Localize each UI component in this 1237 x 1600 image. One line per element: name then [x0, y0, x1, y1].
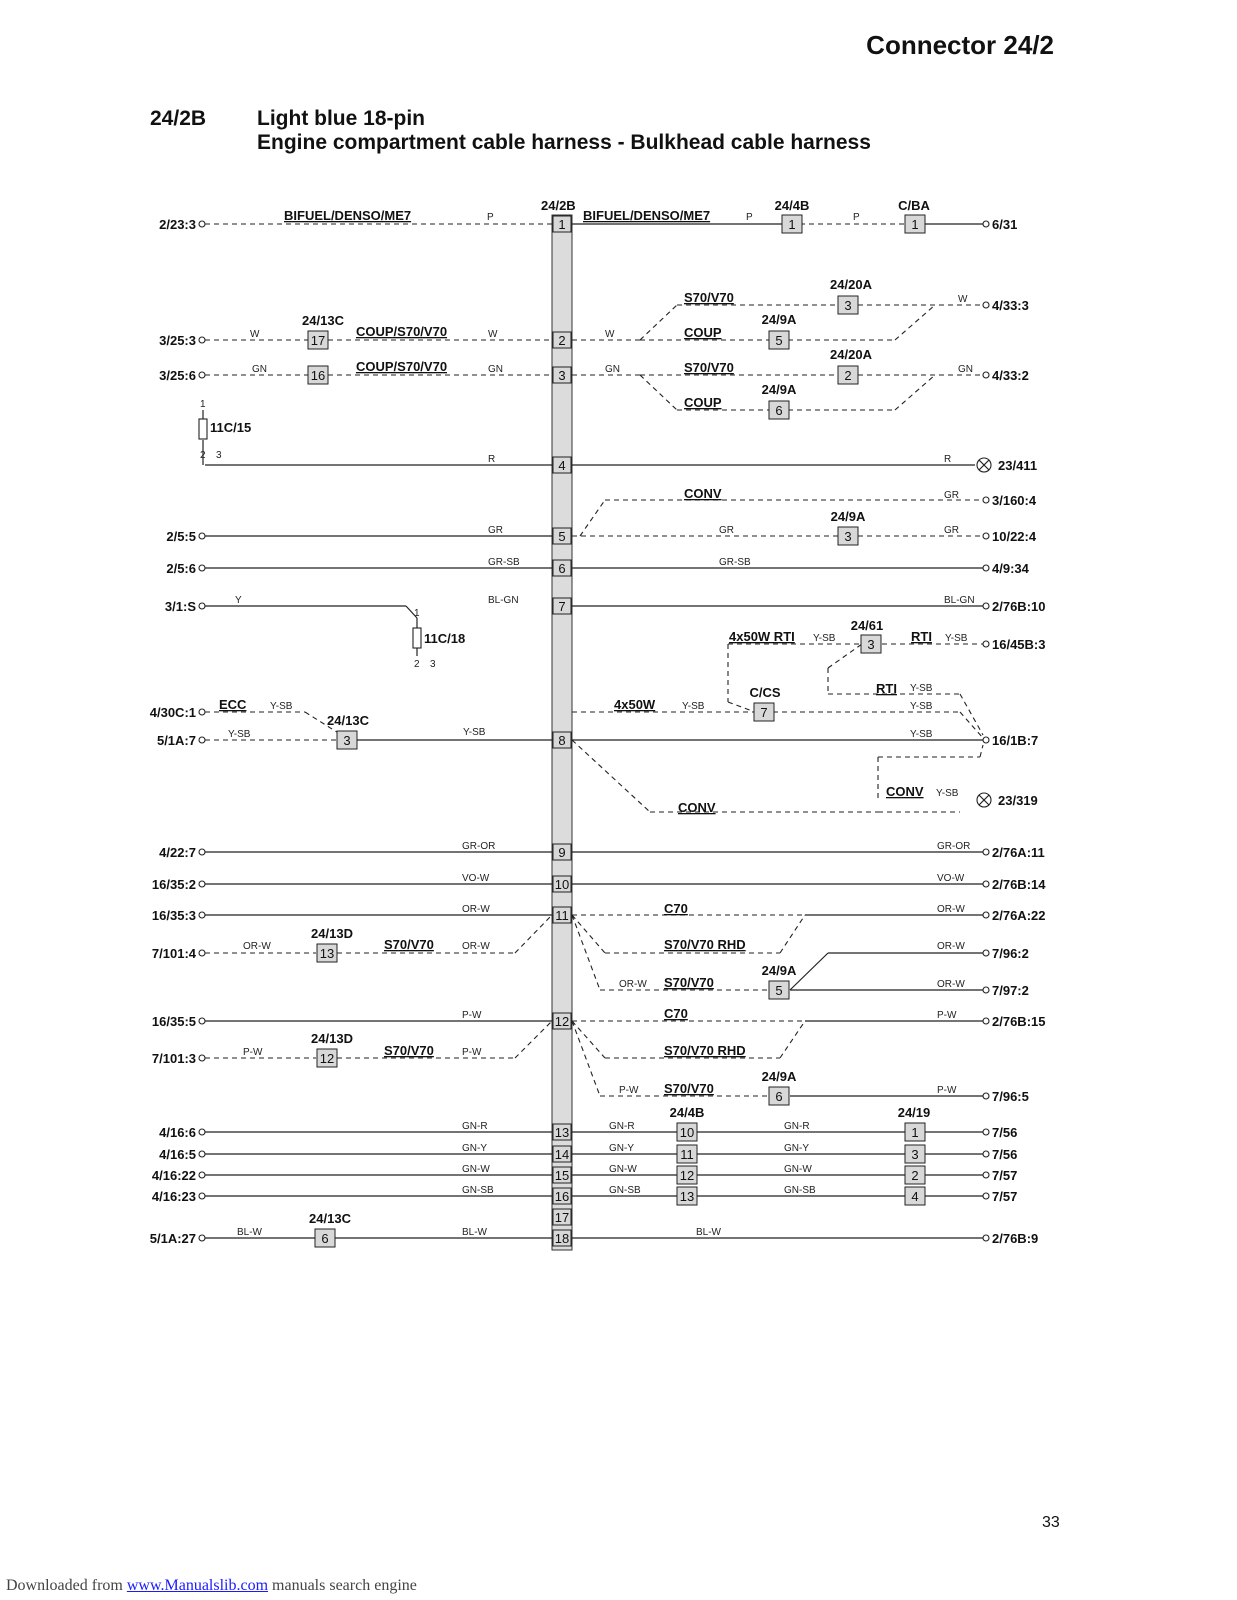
connector-pin-number: 8	[558, 733, 566, 748]
wire-color-code: Y-SB	[910, 701, 933, 712]
right-terminal	[983, 1018, 989, 1024]
fuse-pin-number: 3	[216, 450, 222, 461]
wire-color-code: OR-W	[243, 941, 271, 952]
connector-pin-number: 10	[554, 877, 570, 892]
right-connection-label: 4/9:34	[992, 561, 1029, 576]
wire-color-code: GN-Y	[609, 1143, 634, 1154]
right-connection-label: 4/33:2	[992, 368, 1029, 383]
left-terminal	[199, 737, 205, 743]
connector-pin-number: 7	[558, 599, 566, 614]
component-pin-number: 3	[911, 1147, 919, 1162]
component-reference: 24/13C	[302, 313, 344, 328]
component-pin-number: 13	[319, 946, 335, 961]
dashed-wire	[895, 375, 935, 410]
fuse-pin-number: 1	[414, 608, 420, 619]
component-reference: 24/13C	[309, 1211, 351, 1226]
connector-subtitle: Engine compartment cable harness - Bulkhead cable harness	[257, 131, 871, 154]
component-reference: 24/9A	[761, 1069, 797, 1084]
right-connection-label: 7/56	[992, 1125, 1018, 1140]
right-terminal	[983, 1193, 989, 1199]
wire-color-code: GN-W	[784, 1164, 812, 1175]
dashed-wire	[780, 1021, 805, 1058]
left-connection-label: 3/25:3	[159, 333, 196, 348]
right-terminal	[983, 881, 989, 887]
wire-color-code: R	[488, 454, 496, 465]
wire-color-code: Y-SB	[945, 633, 968, 644]
left-terminal	[199, 603, 205, 609]
wire-color-code: Y-SB	[910, 683, 933, 694]
diagram-labels	[150, 198, 1046, 1246]
dashed-wire	[640, 305, 677, 340]
left-terminal	[199, 1055, 205, 1061]
component-reference: 24/13D	[311, 926, 353, 941]
component-pin-number: 5	[775, 983, 783, 998]
wire-color-code: BL-W	[237, 1227, 262, 1238]
left-connection-label: 16/35:2	[151, 877, 196, 892]
wire-color-code: W	[250, 329, 260, 340]
wire-color-code: GN-Y	[784, 1143, 809, 1154]
component-reference: 24/20A	[830, 347, 872, 362]
right-terminal	[983, 565, 989, 571]
variant-label: CONV	[886, 784, 924, 799]
left-connection-label: 5/1A:7	[156, 733, 196, 748]
wire-color-code: GR	[719, 525, 734, 536]
right-terminal	[983, 1151, 989, 1157]
variant-label: BIFUEL/DENSO/ME7	[583, 208, 711, 223]
component-reference: C/CS	[749, 685, 781, 700]
left-connection-label: 2/5:5	[166, 529, 196, 544]
left-terminal	[199, 1129, 205, 1135]
wire-color-code: P-W	[243, 1047, 263, 1058]
right-connection-label: 7/56	[992, 1147, 1018, 1162]
wire-color-code: OR-W	[619, 979, 647, 990]
wire-color-code: GN-W	[609, 1164, 637, 1175]
footer	[6, 1577, 417, 1595]
left-terminal	[199, 881, 205, 887]
left-terminal	[199, 912, 205, 918]
left-terminal	[199, 221, 205, 227]
right-connection-label: 7/96:2	[992, 946, 1029, 961]
right-terminal	[983, 302, 989, 308]
right-connection-label: 2/76B:10	[992, 599, 1046, 614]
component-reference: 24/13C	[327, 713, 369, 728]
connector-pin-number: 14	[554, 1147, 570, 1162]
right-terminal	[983, 950, 989, 956]
right-terminal	[983, 1235, 989, 1241]
wire-color-code: OR-W	[937, 904, 965, 915]
wire-color-code: P	[746, 212, 753, 223]
wire-color-code: GN	[252, 364, 267, 375]
variant-label: BIFUEL/DENSO/ME7	[284, 208, 412, 223]
fuse-pin-number: 2	[414, 659, 420, 670]
variant-label: COUP	[684, 395, 722, 410]
wire-color-code: BL-W	[462, 1227, 487, 1238]
right-connection-label: 3/160:4	[992, 493, 1037, 508]
wire-color-code: GN-SB	[609, 1185, 641, 1196]
right-terminal	[983, 912, 989, 918]
connector-title: Light blue 18-pin	[257, 107, 425, 130]
connector-pin-number: 5	[558, 529, 566, 544]
wire-color-code: GN-SB	[462, 1185, 494, 1196]
right-terminal	[983, 1129, 989, 1135]
wire-color-code: P-W	[937, 1085, 957, 1096]
page-header: Connector 24/2	[866, 30, 1054, 60]
right-connection-label: 7/57	[992, 1189, 1018, 1204]
dashed-wire	[580, 500, 605, 536]
component-pin-number: 2	[844, 368, 852, 383]
right-terminal	[983, 737, 989, 743]
component-reference: 24/20A	[830, 277, 872, 292]
left-terminal	[199, 337, 205, 343]
dashed-wire	[572, 915, 600, 990]
right-terminal	[983, 641, 989, 647]
right-terminal	[983, 987, 989, 993]
variant-label: COUP	[684, 325, 722, 340]
wire-color-code: OR-W	[462, 941, 490, 952]
wire-color-code: VO-W	[462, 873, 490, 884]
connector-pin-number: 2	[558, 333, 566, 348]
fuse-pin-number: 1	[200, 399, 206, 410]
page-number: 33	[1042, 1514, 1060, 1531]
component-pin-number: 16	[310, 368, 326, 383]
left-terminal	[199, 533, 205, 539]
wire-color-code: R	[944, 454, 952, 465]
fuse-11c-15	[199, 419, 207, 439]
variant-label: S70/V70	[684, 360, 734, 375]
wire-color-code: OR-W	[462, 904, 490, 915]
variant-label: S70/V70	[684, 290, 734, 305]
right-terminal	[983, 221, 989, 227]
component-pin-number: 12	[679, 1168, 695, 1183]
dashed-wire	[515, 915, 552, 953]
dashed-wire	[515, 1021, 552, 1058]
variant-label: S70/V70	[384, 937, 434, 952]
wire-color-code: GR-OR	[462, 841, 496, 852]
right-connection-label: 16/45B:3	[992, 637, 1046, 652]
wire-color-code: Y-SB	[270, 701, 293, 712]
wire-color-code: GR	[944, 490, 959, 501]
dashed-wire	[960, 712, 983, 738]
left-connection-label: 16/35:5	[151, 1014, 196, 1029]
dashed-wire	[728, 702, 755, 712]
left-connection-label: 2/23:3	[159, 217, 196, 232]
right-connection-label: 23/411	[998, 458, 1038, 473]
right-connection-label: 10/22:4	[992, 529, 1037, 544]
component-pin-number: 13	[679, 1189, 695, 1204]
wire-color-code: GN-SB	[784, 1185, 816, 1196]
right-terminal	[983, 1172, 989, 1178]
footer-suffix: manuals search engine	[268, 1577, 417, 1594]
wire-color-code: BL-W	[696, 1227, 721, 1238]
wire-color-code: GN-R	[609, 1121, 635, 1132]
right-connection-label: 4/33:3	[992, 298, 1029, 313]
dashed-wire	[572, 1021, 605, 1058]
left-terminal	[199, 565, 205, 571]
component-reference: 24/9A	[761, 312, 797, 327]
component-reference: 24/9A	[761, 963, 797, 978]
dashed-wire	[572, 915, 605, 953]
dashed-wire	[980, 745, 983, 757]
component-pin-number: 11	[680, 1147, 694, 1162]
left-terminal	[199, 849, 205, 855]
component-pin-number: 1	[911, 217, 919, 232]
left-connection-label: 3/25:6	[159, 368, 196, 383]
component-pin-number: 10	[679, 1125, 695, 1140]
wire-color-code: GN-W	[462, 1164, 490, 1175]
connector-pin-number: 1	[558, 217, 566, 232]
connector-pin-number: 9	[558, 845, 566, 860]
variant-label: S70/V70	[384, 1043, 434, 1058]
wire-color-code: Y-SB	[813, 633, 836, 644]
connector-pin-number: 6	[558, 561, 566, 576]
variant-label: COUP/S70/V70	[356, 324, 448, 339]
dashed-wire	[895, 305, 935, 340]
connector-bar-label: 24/2B	[541, 198, 576, 213]
left-terminal	[199, 1172, 205, 1178]
component-pin-number: 3	[867, 637, 875, 652]
wire-color-code: BL-GN	[488, 595, 519, 606]
right-terminal	[983, 1093, 989, 1099]
wire-color-code: Y-SB	[228, 729, 251, 740]
left-connection-label: 3/1:S	[164, 599, 196, 614]
left-terminal	[199, 372, 205, 378]
left-connection-label: 4/16:5	[159, 1147, 196, 1162]
component-reference: 24/4B	[774, 198, 810, 213]
manualslib-link[interactable]: www.Manualslib.com	[126, 1577, 269, 1594]
component-reference: 11C/18	[424, 631, 466, 646]
component-pin-number: 5	[775, 333, 783, 348]
variant-label: S70/V70 RHD	[664, 937, 746, 952]
wire-color-code: GN-R	[462, 1121, 488, 1132]
wire-color-code: P	[487, 212, 494, 223]
right-connection-label: 7/57	[992, 1168, 1018, 1183]
dashed-wire	[640, 375, 677, 410]
right-terminal	[983, 533, 989, 539]
component-reference: 24/19	[897, 1105, 931, 1120]
wire-color-code: P	[853, 212, 860, 223]
component-pin-number: 17	[310, 333, 326, 348]
wire-color-code: Y-SB	[682, 701, 705, 712]
component-pin-number: 1	[911, 1125, 919, 1140]
variant-label: ECC	[219, 697, 247, 712]
fuse-11c-18	[413, 628, 421, 648]
dashed-wire	[780, 915, 805, 953]
dashed-wire	[572, 1021, 600, 1096]
wire-color-code: GN-Y	[462, 1143, 487, 1154]
right-terminal	[983, 372, 989, 378]
left-connection-label: 4/16:22	[151, 1168, 196, 1183]
component-pin-number: 6	[775, 1089, 783, 1104]
component-reference: 24/4B	[669, 1105, 705, 1120]
variant-label: COUP/S70/V70	[356, 359, 448, 374]
wire-color-code: W	[488, 329, 498, 340]
footer-prefix: Downloaded from	[6, 1577, 127, 1594]
right-connection-label: 6/31	[992, 217, 1018, 232]
connector-pin-number: 3	[558, 368, 566, 383]
connector-pin-number: 12	[554, 1014, 570, 1029]
connector-pin-number: 15	[554, 1168, 570, 1183]
variant-label: S70/V70 RHD	[664, 1043, 746, 1058]
variant-label: CONV	[684, 486, 722, 501]
left-terminal	[199, 1018, 205, 1024]
left-connection-label: 4/16:6	[159, 1125, 196, 1140]
left-terminal	[199, 1193, 205, 1199]
left-terminal	[199, 1151, 205, 1157]
component-pin-number: 4	[911, 1189, 919, 1204]
wire-color-code: OR-W	[937, 979, 965, 990]
right-terminal	[983, 849, 989, 855]
wire-color-code: VO-W	[937, 873, 965, 884]
wire-color-code: Y	[235, 595, 242, 606]
right-connection-label: 2/76B:15	[992, 1014, 1046, 1029]
right-connection-label: 23/319	[998, 793, 1038, 808]
dashed-wire	[960, 694, 983, 735]
left-terminal	[199, 709, 205, 715]
wire-color-code: GN-R	[784, 1121, 810, 1132]
wire-color-code: GN	[488, 364, 503, 375]
left-connection-label: 7/101:3	[151, 1051, 196, 1066]
right-connection-label: 2/76A:11	[992, 845, 1045, 860]
left-terminal	[199, 950, 205, 956]
variant-label: RTI	[876, 681, 897, 696]
wire-color-code: GN	[605, 364, 620, 375]
component-pin-number: 3	[343, 733, 351, 748]
left-connection-label: 5/1A:27	[149, 1231, 196, 1246]
wire-color-code: W	[605, 329, 615, 340]
variant-label: C70	[664, 901, 688, 916]
component-reference: C/BA	[898, 198, 930, 213]
connector-pin-number: 16	[554, 1189, 570, 1204]
connector-pin-number: 11	[555, 908, 569, 923]
wire-color-code: P-W	[937, 1010, 957, 1021]
component-reference: 24/13D	[311, 1031, 353, 1046]
component-reference: 11C/15	[210, 420, 252, 435]
wire-color-code: GR	[488, 525, 503, 536]
connector-pin-number: 4	[558, 458, 566, 473]
component-pin-number: 6	[775, 403, 783, 418]
variant-label: RTI	[911, 629, 932, 644]
right-connection-label: 2/76A:22	[992, 908, 1046, 923]
connector-id: 24/2B	[150, 107, 207, 130]
component-reference: 24/61	[850, 618, 884, 633]
wire-color-code: P-W	[462, 1010, 482, 1021]
wire-color-code: W	[958, 294, 968, 305]
left-connection-label: 16/35:3	[151, 908, 196, 923]
right-terminal	[983, 497, 989, 503]
variant-label: 4x50W RTI	[729, 629, 795, 644]
variant-label: S70/V70	[664, 975, 714, 990]
wire-color-code: P-W	[619, 1085, 639, 1096]
left-connection-label: 2/5:6	[166, 561, 196, 576]
wire-color-code: BL-GN	[944, 595, 975, 606]
right-connection-label: 2/76B:14	[992, 877, 1046, 892]
component-pin-number: 3	[844, 529, 852, 544]
left-connection-label: 7/101:4	[151, 946, 196, 961]
component-reference: 24/9A	[830, 509, 866, 524]
component-pin-number: 3	[844, 298, 852, 313]
variant-label: 4x50W	[614, 697, 656, 712]
variant-label: C70	[664, 1006, 688, 1021]
left-connection-label: 4/30C:1	[149, 705, 196, 720]
component-pin-number: 12	[319, 1051, 335, 1066]
component-pin-number: 6	[321, 1231, 329, 1246]
variant-label: S70/V70	[664, 1081, 714, 1096]
wire-color-code: Y-SB	[936, 788, 959, 799]
component-pin-number: 7	[760, 705, 768, 720]
variant-label: CONV	[678, 800, 716, 815]
dashed-wire	[828, 644, 862, 668]
connector-pin-number: 17	[554, 1210, 570, 1225]
dashed-wire	[572, 740, 650, 812]
right-connection-label: 7/97:2	[992, 983, 1029, 998]
component-reference: 24/9A	[761, 382, 797, 397]
right-connection-label: 16/1B:7	[992, 733, 1039, 748]
wire-color-code: GN	[958, 364, 973, 375]
wire-color-code: OR-W	[937, 941, 965, 952]
wire-color-code: GR-SB	[488, 557, 520, 568]
wire-color-code: GR-OR	[937, 841, 971, 852]
component-pin-number: 2	[911, 1168, 919, 1183]
wire-color-code: P-W	[462, 1047, 482, 1058]
fuse-pin-number: 2	[200, 450, 206, 461]
wire-color-code: GR	[944, 525, 959, 536]
connector-pin-number: 13	[554, 1125, 570, 1140]
wire-color-code: Y-SB	[463, 727, 486, 738]
right-connection-label: 2/76B:9	[992, 1231, 1039, 1246]
connector-pin-number: 18	[554, 1231, 570, 1246]
left-terminal	[199, 1235, 205, 1241]
fuse-pin-number: 3	[430, 659, 436, 670]
left-connection-label: 4/22:7	[159, 845, 196, 860]
right-terminal	[983, 603, 989, 609]
component-pin-number: 1	[788, 217, 796, 232]
right-connection-label: 7/96:5	[992, 1089, 1029, 1104]
wire-color-code: GR-SB	[719, 557, 751, 568]
left-connection-label: 4/16:23	[151, 1189, 196, 1204]
wire-color-code: Y-SB	[910, 729, 933, 740]
